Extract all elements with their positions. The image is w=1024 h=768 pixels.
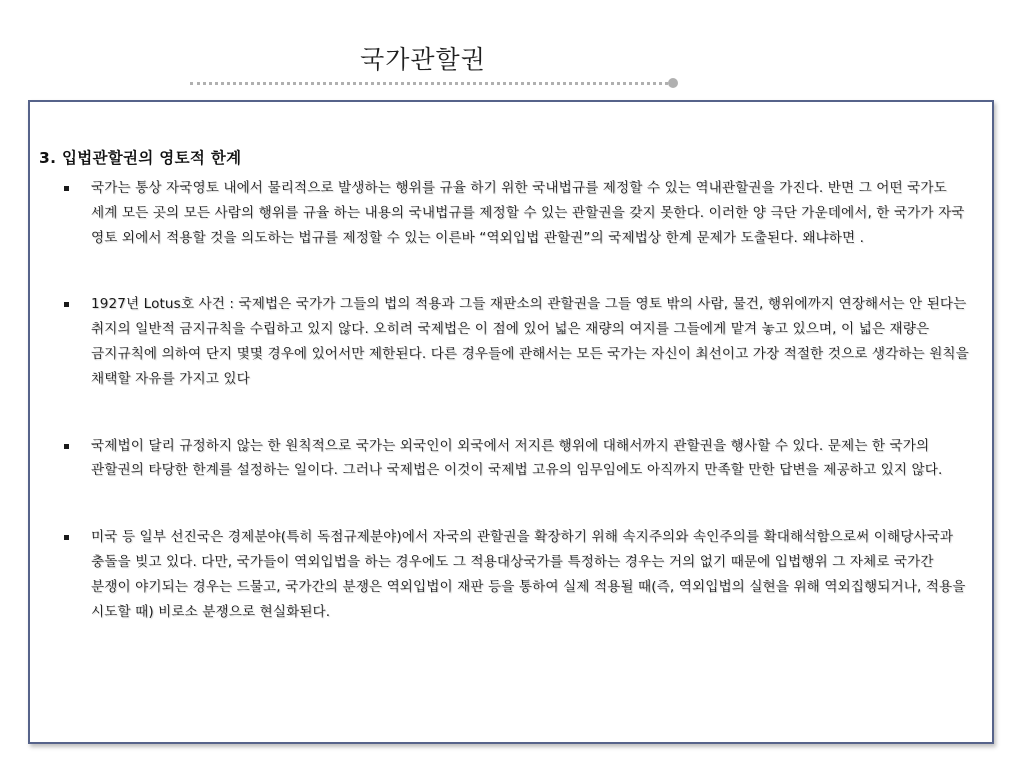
slide-title: 국가관할권 [360, 45, 486, 74]
bullet-item [30, 292, 976, 391]
square-bullet-icon [64, 444, 69, 449]
bullet-item [30, 525, 976, 624]
title-underline [190, 82, 674, 85]
bullet-text: 미국 등 일부 선진국은 경제분야(특히 독점규제분야)에서 자국의 관할권을 확장하기 위해 속지주의와 속인주의를 확대해석함으로써 이해당사국과 충돌을 빚고 있다. 다만, 국가들이 역외입법을 하는 경우에도 그 적용대상국가를 특정하는 경우는 거의 없기 때문에 입법행위 그 자체로 국가간 분쟁이 야기되는 경우는 드물고, 국가간의 분쟁은 역외입법이 재판 등을 통하여 실제 적용될 때(즉, 역외입법의 실현을 위해 역외집행되거나, 적용을 시도할 때) 비로소 분쟁으로 현실화된다. [91, 529, 966, 620]
bullet-item [30, 434, 976, 484]
square-bullet-icon [64, 302, 69, 307]
bullet-item [30, 176, 976, 250]
square-bullet-icon [64, 186, 69, 191]
bullet-text: 국가는 통상 자국영토 내에서 물리적으로 발생하는 행위를 규율 하기 위한 국내법규를 제정할 수 있는 역내관할권을 가진다. 반면 그 어떤 국가도 세계 모든 곳의 모든 사람의 행위를 규율 하는 내용의 국내법규를 제정할 수 있는 관할권을 갖지 못한다. 이러한 양 극단 가운데에서, 한 국가가 자국 영토 외에서 적용할 것을 의도하는 법규를 제정할 수 있는 이른바 “역외입법 관할권”의 국제법상 한계 문제가 도출된다. 왜냐하면 . [91, 180, 965, 246]
content-panel [28, 100, 994, 744]
square-bullet-icon [64, 535, 69, 540]
bullet-text: 국제법이 달리 규정하지 않는 한 원칙적으로 국가는 외국인이 외국에서 저지른 행위에 대해서까지 관할권을 행사할 수 있다. 문제는 한 국가의 관할권의 타당한 한계를 설정하는 일이다. 그러나 국제법은 이것이 국제법 고유의 임무임에도 아직까지 만족할 만한 답변을 제공하고 있지 않다. [91, 437, 943, 479]
bullet-text: 1927년 Lotus호 사건 : 국제법은 국가가 그들의 법의 적용과 그들 재판소의 관할권을 그들 영토 밖의 사람, 물건, 행위에까지 연장해서는 안 된다는 취지의 일반적 금지규칙을 수립하고 있지 않다. 오히려 국제법은 이 점에 있어 넓은 재량의 여지를 그들에게 맡겨 놓고 있으며, 이 넓은 재량은 금지규칙에 의하여 단지 몇몇 경우에 있어서만 제한된다. 다른 경우들에 관해서는 모든 국가는 자신이 최선이고 가장 적절한 것으로 생각하는 원칙을 채택할 자유를 가지고 있다 [91, 296, 969, 387]
section-heading: 3. 입법관할권의 영토적 한계 [39, 149, 242, 167]
title-bar [0, 0, 1024, 100]
bullet-list [30, 176, 976, 624]
title-dot [668, 78, 678, 88]
